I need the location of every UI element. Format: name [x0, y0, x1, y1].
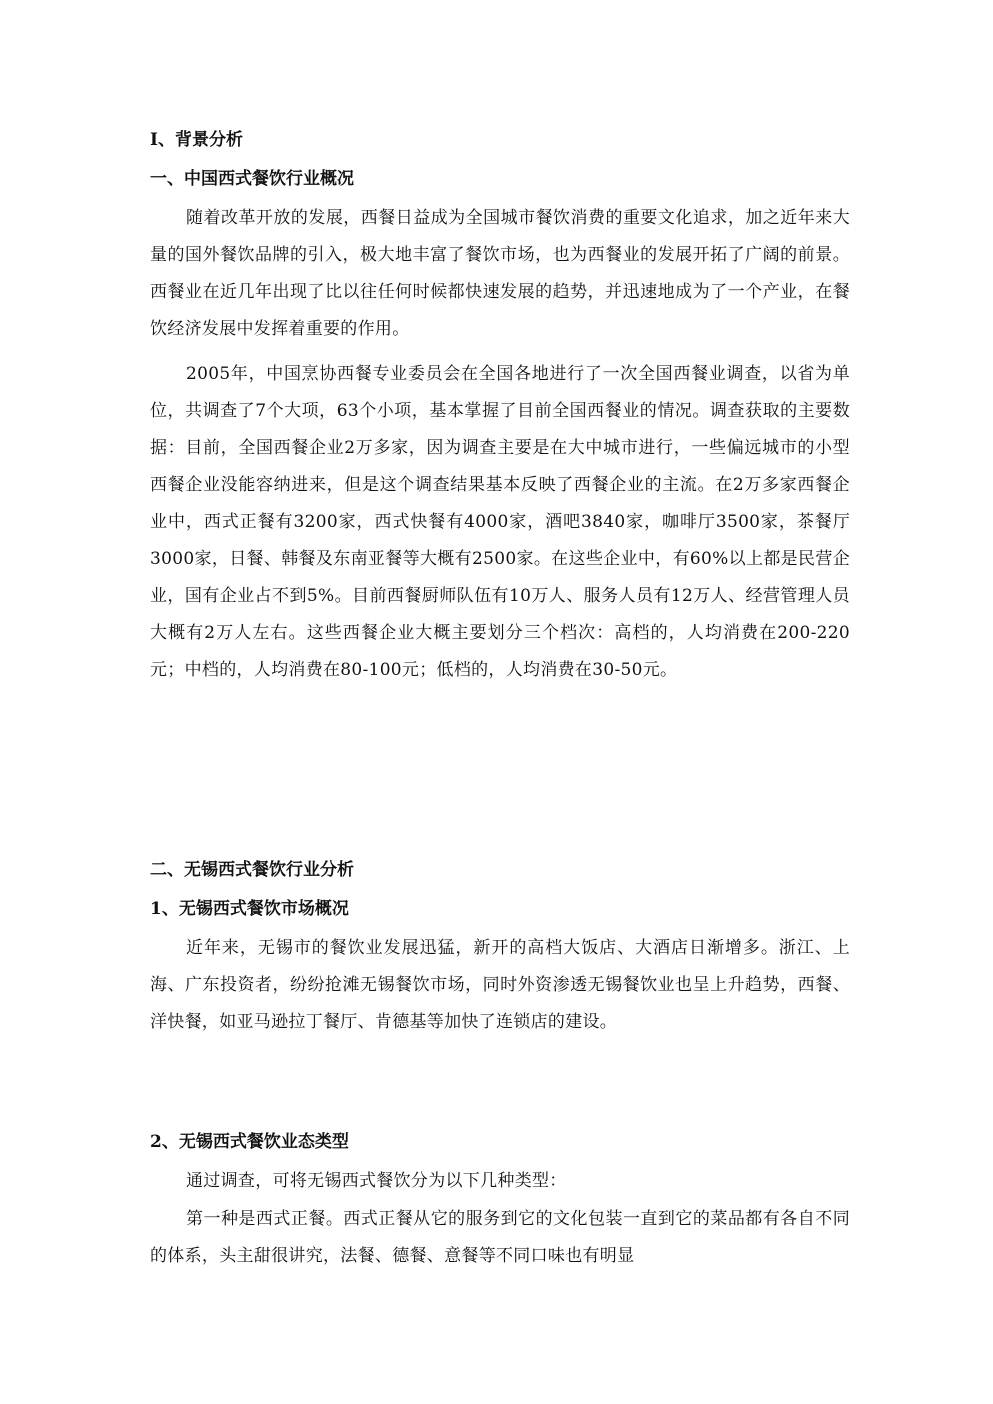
section-title-china: 一、中国西式餐饮行业概况	[150, 169, 354, 189]
subsection-title-wuxi-market: 1、无锡西式餐饮市场概况	[150, 899, 349, 919]
paragraph-china-survey: 2005年，中国烹协西餐专业委员会在全国各地进行了一次全国西餐业调查，以省为单位，共调查了7个大项，63个小项，基本掌握了目前全国西餐业的情况。调查获取的主要数据：目前，全国西餐企业2万多家，因为调查主要是在大中城市进行，一些偏远城市的小型西餐企业没能容纳进来，但是这个调查结果基本反映了西餐企业的主流。在2万多家西餐企业中，西式正餐有3200家，西式快餐有4000家，酒吧3840家，咖啡厅3500家，茶餐厅3000家，日餐、韩餐及东南亚餐等大概有2500家。在这些企业中，有60%以上都是民营企业，国有企业占不到5%。目前西餐厨师队伍有10万人、服务人员有12万人、经营管理人员大概有2万人左右。这些西餐企业大概主要划分三个档次：高档的，人均消费在200-220元；中档的，人均消费在80-100元；低档的，人均消费在30-50元。	[150, 364, 850, 680]
paragraph-wuxi-market: 近年来，无锡市的餐饮业发展迅猛，新开的高档大饭店、大酒店日渐增多。浙江、上海、广东投资者，纷纷抢滩无锡餐饮市场，同时外资渗透无锡餐饮业也呈上升趋势，西餐、洋快餐，如亚马逊拉丁餐厅、肯德基等加快了连锁店的建设。	[150, 938, 850, 1032]
subsection-title-wuxi-types: 2、无锡西式餐饮业态类型	[150, 1132, 349, 1152]
paragraph-wuxi-types-intro: 通过调查，可将无锡西式餐饮分为以下几种类型：	[186, 1171, 567, 1191]
section-title-wuxi: 二、无锡西式餐饮行业分析	[150, 860, 354, 880]
section-title-background: Ⅰ、背景分析	[150, 130, 243, 150]
paragraph-china-overview: 随着改革开放的发展，西餐日益成为全国城市餐饮消费的重要文化追求，加之近年来大量的国外餐饮品牌的引入，极大地丰富了餐饮市场，也为西餐业的发展开拓了广阔的前景。西餐业在近几年出现了比以往任何时候都快速发展的趋势，并迅速地成为了一个产业，在餐饮经济发展中发挥着重要的作用。	[150, 208, 850, 339]
paragraph-wuxi-formal-dining: 第一种是西式正餐。西式正餐从它的服务到它的文化包装一直到它的菜品都有各自不同的体系，头主甜很讲究，法餐、德餐、意餐等不同口味也有明显	[150, 1209, 850, 1266]
